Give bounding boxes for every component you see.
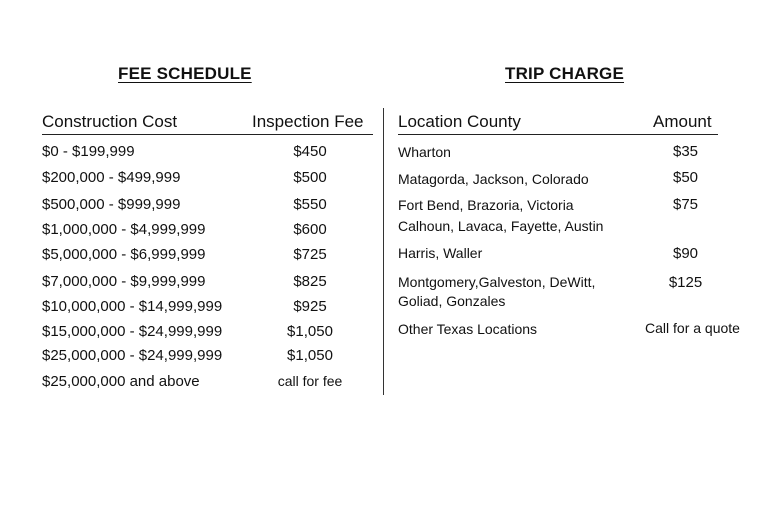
fee-row-fee: call for fee (277, 373, 343, 389)
fee-row-cost: $1,000,000 - $4,999,999 (42, 221, 206, 238)
fee-row-cost: $15,000,000 - $24,999,999 (42, 323, 223, 340)
trip-row-county: Matagorda, Jackson, Colorado (398, 171, 589, 187)
trip-header-rule (398, 134, 718, 135)
trip-charge-title: TRIP CHARGE (505, 64, 625, 83)
fee-schedule-title: FEE SCHEDULE (118, 64, 252, 83)
fee-row-fee: $600 (293, 221, 327, 238)
trip-row-county: Fort Bend, Brazoria, Victoria (398, 197, 574, 213)
column-divider (383, 108, 384, 395)
trip-row-county: Other Texas Locations (398, 321, 538, 337)
fee-row-cost: $5,000,000 - $6,999,999 (42, 246, 206, 263)
fee-row-cost: $7,000,000 - $9,999,999 (42, 273, 206, 290)
trip-row-county-cont: Goliad, Gonzales (398, 293, 506, 309)
trip-row-county: Montgomery,Galveston, DeWitt, (398, 274, 596, 290)
amount-header: Amount (653, 112, 712, 131)
fee-row-fee: $500 (293, 169, 327, 186)
trip-row-amount: $50 (672, 169, 699, 186)
fee-row-fee: $550 (293, 196, 327, 213)
fee-row-cost: $200,000 - $499,999 (42, 169, 181, 186)
trip-row-county: Wharton (398, 144, 451, 160)
fee-row-cost: $25,000,000 and above (42, 373, 200, 390)
trip-row-amount: $75 (672, 196, 699, 213)
location-county-header: Location County (398, 112, 521, 131)
trip-row-amount: $90 (672, 245, 699, 262)
fee-row-fee: $1,050 (287, 347, 333, 364)
fee-header-rule (42, 134, 373, 135)
trip-row-amount: $35 (672, 143, 699, 160)
trip-row-county-cont: Calhoun, Lavaca, Fayette, Austin (398, 218, 604, 234)
fee-row-fee: $1,050 (287, 323, 333, 340)
fee-row-fee: $925 (293, 298, 327, 315)
fee-row-cost: $0 - $199,999 (42, 143, 135, 160)
fee-row-fee: $725 (293, 246, 327, 263)
construction-cost-header: Construction Cost (42, 112, 178, 131)
trip-row-amount: $125 (668, 274, 703, 291)
fee-row-fee: $825 (293, 273, 327, 290)
fee-row-cost: $10,000,000 - $14,999,999 (42, 298, 223, 315)
inspection-fee-header: Inspection Fee (252, 112, 364, 131)
trip-row-amount: Call for a quote (645, 320, 740, 336)
trip-row-county: Harris, Waller (398, 245, 483, 261)
fee-row-cost: $500,000 - $999,999 (42, 196, 181, 213)
fee-row-cost: $25,000,000 - $24,999,999 (42, 347, 223, 364)
fee-row-fee: $450 (293, 143, 327, 160)
